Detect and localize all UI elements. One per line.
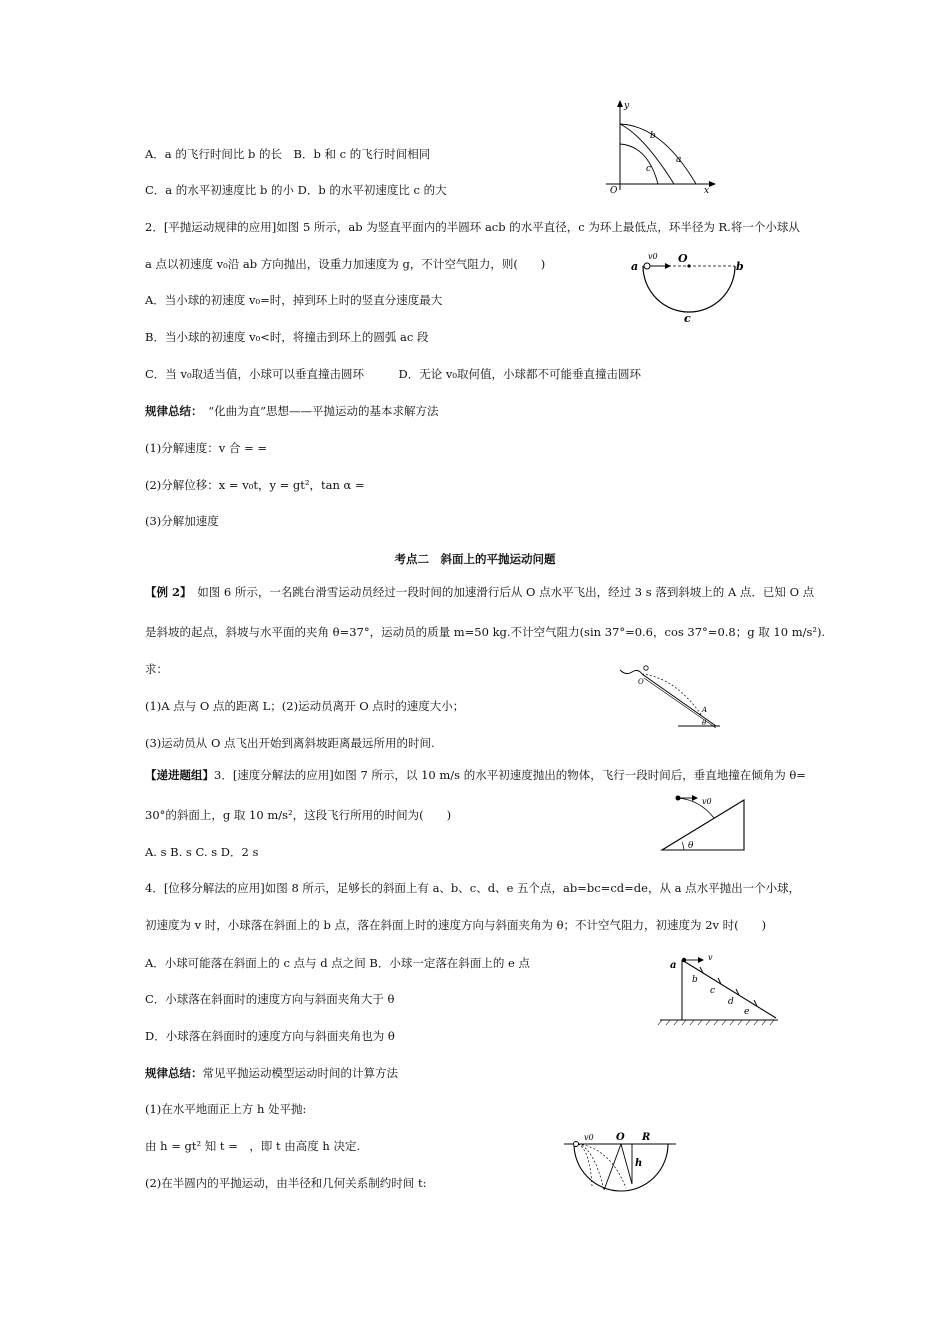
point-b-label: b: [736, 260, 744, 273]
curve-c-label: c: [646, 164, 652, 174]
q3-stem: [145, 767, 806, 783]
rule-text-2: 常见平抛运动模型运动时间的计算方法: [202, 1066, 398, 1080]
q4-option-d: D．小球落在斜面时的速度方向与斜面夹角也为 θ: [145, 1029, 395, 1043]
rule-step-1: (1)分解速度：v 合 = =: [145, 441, 268, 455]
example2-stem-cont: 是斜坡的起点，斜坡与水平面的夹角 θ=37°，运动员的质量 m=50 kg.不计空气阻力(sin 37°=0.6，cos 37°=0.8；g 取 10 m/s²).: [145, 625, 826, 639]
point-d-label: d: [728, 997, 734, 1007]
semicircle-ring-figure: [628, 246, 748, 324]
v0-label-2: v0: [702, 797, 712, 806]
q4-option-ab: A．小球可能落在斜面上的 c 点与 d 点之间 B．小球一定落在斜面上的 e 点: [145, 956, 530, 970]
q2-stem: 2．[平抛运动规律的应用]如图 5 所示，ab 为竖直平面内的半圆环 acb 的水平直径，c 为环上最低点，环半径为 R.将一个小球从: [145, 220, 800, 234]
point-a-label-2: a: [670, 960, 677, 971]
jump-point-o-label: O: [638, 678, 644, 686]
radius-r-label: R: [642, 1132, 651, 1143]
rule-summary-2: [145, 1065, 398, 1081]
section-heading: 考点二 斜面上的平抛运动问题: [394, 552, 556, 566]
semicircle-throw-figure: [560, 1128, 680, 1192]
incline-theta-label: θ: [688, 841, 694, 851]
v-label: v: [708, 953, 713, 962]
v0-label-3: v0: [584, 1133, 594, 1142]
q4-stem-cont: 初速度为 v 时，小球落在斜面上的 b 点，落在斜面上时的速度方向与斜面夹角为 θ；不计空气阻力，初速度为 2v 时( ): [145, 918, 767, 932]
example-text: 如图 6 所示，一名跳台滑雪运动员经过一段时间的加速滑行后从 O 点水平飞出，经过 3 s 落到斜坡上的 A 点．已知 O 点: [185, 585, 815, 599]
q3-text: 3．[速度分解法的应用]如图 7 所示，以 10 m/s 的水平初速度抛出的物体，飞行一段时间后，垂直地撞在倾角为 θ=: [214, 768, 806, 782]
center-o-label-2: O: [616, 1132, 625, 1143]
rule2-step-1-formula: 由 h = gt² 知 t = ，即 t 由高度 h 决定.: [145, 1139, 361, 1153]
curve-b-label: b: [650, 131, 656, 141]
landing-point-a-label: A: [702, 706, 708, 714]
center-o-label: O: [678, 252, 688, 265]
rule-text: “化曲为直”思想——平抛运动的基本求解方法: [196, 404, 439, 418]
q3-stem-cont: 30°的斜面上，g 取 10 m/s²，这段飞行所用的时间为( ): [145, 808, 452, 822]
point-a-label: a: [631, 260, 639, 273]
rule-step-2: (2)分解位移：x = v₀t，y = gt²，tan α =: [145, 478, 365, 492]
q2-stem-cont: a 点以初速度 v₀沿 ab 方向抛出，设重力加速度为 g，不计空气阻力，则( ): [145, 257, 546, 271]
q3-options: A. s B. s C. s D．2 s: [145, 845, 259, 859]
trajectory-figure: [600, 98, 720, 194]
y-axis-label: y: [624, 101, 630, 111]
rule-step-3: (3)分解加速度: [145, 514, 219, 528]
example2-part-3: (3)运动员从 O 点飞出开始到离斜坡距离最远所用的时间.: [145, 736, 435, 750]
q4-option-c: C．小球落在斜面时的速度方向与斜面夹角大于 θ: [145, 992, 395, 1006]
example2-ask: 求：: [145, 662, 168, 676]
q1-options-cd: C．a 的水平初速度比 b 的小 D．b 的水平初速度比 c 的大: [145, 183, 447, 197]
height-h-label: h: [635, 1158, 643, 1169]
q2-option-b: B．当小球的初速度 v₀<时，将撞击到环上的圆弧 ac 段: [145, 330, 429, 344]
incline-points-figure: [656, 950, 782, 1026]
v0-label: v0: [648, 252, 658, 261]
angle-theta-label: θ: [702, 719, 707, 727]
x-axis-label: x: [704, 186, 710, 194]
example-label: 【例 2】: [145, 585, 186, 599]
point-c-label: c: [684, 312, 691, 324]
rule-label-2: 规律总结：: [145, 1066, 203, 1080]
progressive-label: 【递进题组】: [145, 768, 214, 782]
origin-label: O: [610, 186, 618, 194]
point-b-label-2: b: [692, 975, 698, 985]
q2-option-a: A．当小球的初速度 v₀=时，掉到环上时的竖直分速度最大: [145, 293, 443, 307]
rule-summary-1: [145, 403, 439, 419]
rule-label: 规律总结：: [145, 404, 197, 418]
rule2-step-2: (2)在半圆内的平抛运动，由半径和几何关系制约时间 t:: [145, 1176, 427, 1190]
example2-stem: [145, 584, 814, 600]
point-c-label-2: c: [710, 986, 716, 996]
q1-options-ab: A．a 的飞行时间比 b 的长 B．b 和 c 的飞行时间相同: [145, 147, 431, 161]
q2-option-cd: C．当 v₀取适当值，小球可以垂直撞击圆环 D．无论 v₀取何值，小球都不可能垂直撞击圆环: [145, 367, 642, 381]
example2-parts-1-2: (1)A 点与 O 点的距离 L；(2)运动员离开 O 点时的速度大小；: [145, 699, 465, 713]
incline-throw-figure: [658, 792, 750, 854]
rule2-step-1: (1)在水平地面正上方 h 处平抛:: [145, 1102, 307, 1116]
ski-jump-figure: [618, 662, 724, 730]
curve-a-label: a: [676, 155, 682, 165]
q4-stem: 4．[位移分解法的应用]如图 8 所示，足够长的斜面上有 a、b、c、d、e 五个点，ab=bc=cd=de，从 a 点水平抛出一个小球，: [145, 881, 801, 895]
point-e-label: e: [744, 1007, 750, 1017]
